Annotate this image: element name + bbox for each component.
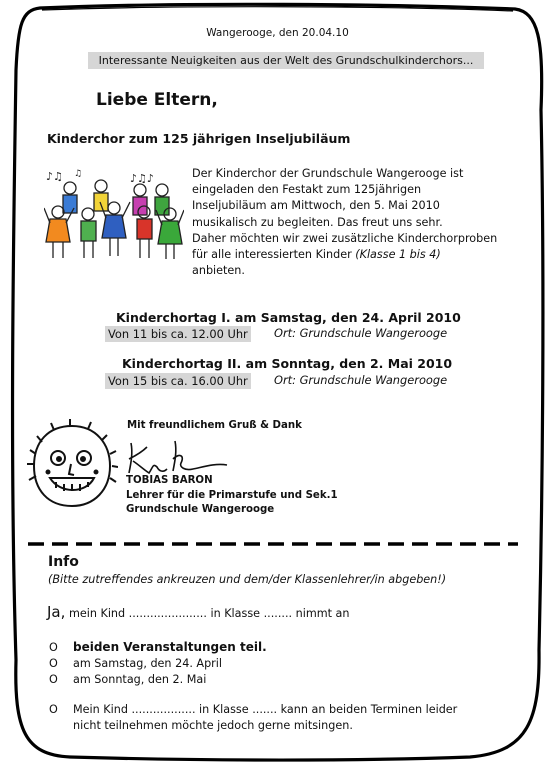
event-1-title: Kinderchortag I. am Samstag, den 24. April 2010 [116, 310, 461, 325]
svg-text:♫: ♫ [74, 169, 83, 179]
body-line: anbieten. [192, 264, 245, 278]
form-title: Info [48, 554, 79, 570]
option-label: Mein Kind .................. in Klasse ....... kann an beiden Terminen leider [73, 703, 458, 716]
singing-children-illustration [44, 168, 184, 264]
option-cannot-attend-continuation: nicht teilnehmen möchte jedoch gerne mitsingen. [73, 719, 353, 732]
yes-line-text: mein Kind ...................... in Klasse ........ nimmt an [65, 607, 350, 620]
event-2-title: Kinderchortag II. am Sonntag, den 2. Mai 2010 [122, 356, 453, 371]
handwritten-signature [123, 437, 233, 479]
body-line: musikalisch zu begleiten. Das freut uns sehr. [192, 215, 443, 229]
letter-subject: Kinderchor zum 125 jährigen Inseljubiläum [47, 131, 351, 146]
option-saturday[interactable] [49, 657, 222, 670]
headline-banner: Interessante Neuigkeiten aus der Welt des Grundschulkinderchors... [88, 52, 484, 69]
checkbox-circle[interactable]: O [49, 657, 58, 670]
option-label: am Samstag, den 24. April [73, 657, 222, 670]
signatory-name: TOBIAS BARON [126, 475, 213, 486]
form-instructions: (Bitte zutreffendes ankreuzen und dem/der Klassenlehrer/in abgeben!) [48, 573, 447, 586]
letter-greeting: Liebe Eltern, [96, 90, 218, 110]
event-2-time: Von 15 bis ca. 16.00 Uhr [105, 373, 251, 389]
event-2-place: Ort: Grundschule Wangerooge [274, 373, 448, 387]
body-line: Daher möchten wir zwei zusätzliche Kinderchorproben [192, 231, 498, 245]
letter-date: Wangerooge, den 20.04.10 [206, 27, 349, 39]
option-label: beiden Veranstaltungen teil. [73, 640, 267, 654]
yes-word: Ja, [47, 603, 66, 621]
svg-text:♪♫: ♪♫ [46, 170, 63, 183]
option-sunday[interactable] [49, 673, 206, 686]
class-range-note: (Klasse 1 bis 4) [355, 248, 441, 262]
checkbox-circle[interactable]: O [49, 673, 58, 686]
option-label: am Sonntag, den 2. Mai [73, 673, 207, 686]
body-line: Inseljubiläum am Mittwoch, den 5. Mai 2010 [192, 199, 440, 213]
signatory-role: Lehrer für die Primarstufe und Sek.1 [126, 489, 338, 501]
smiley-face-drawing [26, 418, 118, 514]
cut-line-divider [28, 540, 518, 548]
checkbox-circle[interactable]: O [49, 641, 58, 654]
closing-greeting: Mit freundlichem Gruß & Dank [127, 420, 302, 431]
letter-body [192, 166, 522, 279]
body-line-text: für alle interessierten Kinder [192, 248, 356, 262]
signatory-school: Grundschule Wangerooge [126, 504, 275, 515]
svg-text:♪♫♪: ♪♫♪ [130, 172, 154, 185]
event-1-place: Ort: Grundschule Wangerooge [274, 326, 448, 340]
body-line [192, 247, 522, 263]
body-line: Der Kinderchor der Grundschule Wangerooge ist [192, 167, 464, 180]
checkbox-circle[interactable]: O [49, 703, 58, 716]
form-yes-line [47, 603, 350, 621]
option-both-events[interactable] [49, 640, 267, 654]
body-line: eingeladen den Festakt zum 125jährigen [192, 183, 422, 197]
event-1-time: Von 11 bis ca. 12.00 Uhr [105, 326, 251, 342]
option-cannot-attend[interactable] [49, 703, 457, 716]
signatory-block [126, 474, 338, 518]
